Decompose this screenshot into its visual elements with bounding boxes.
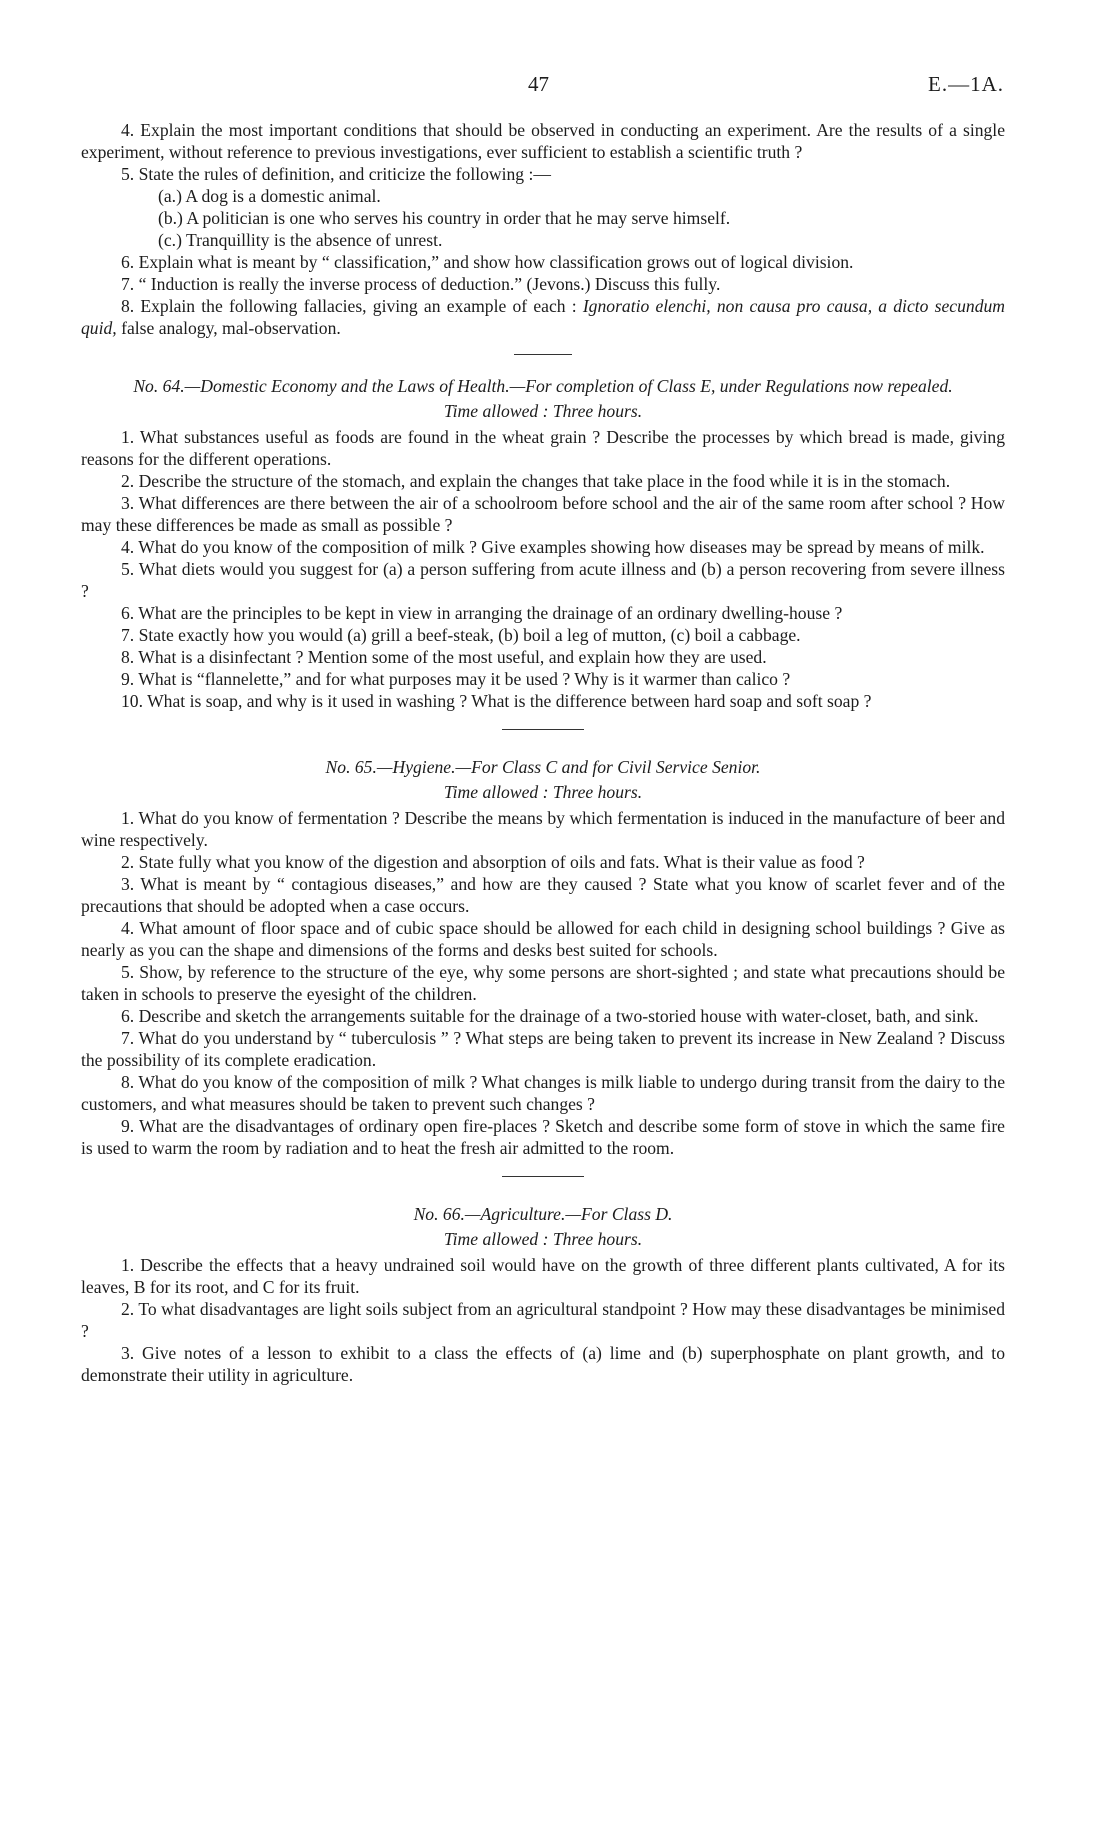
fallacies-lead: 8. Explain the following fallacies, giving an example of each : — [121, 296, 577, 316]
question: 5. Show, by reference to the structure of the eye, why some persons are short-sighted ; and state what precautions should be taken in schools to preserve the eyesight of the children. — [81, 962, 1005, 1004]
page-header — [0, 72, 1114, 102]
question: 5. State the rules of definition, and criticize the following :— — [121, 164, 551, 184]
time-allowed: Time allowed : Three hours. — [443, 782, 643, 802]
question: 6. Describe and sketch the arrangements suitable for the drainage of a two-storied house with water-closet, bath, and sink. — [121, 1006, 979, 1026]
question: 3. What is meant by “ contagious diseases,” and how are they caused ? State what you know of scarlet fever and of the precautions that should be adopted when a case occurs. — [81, 874, 1005, 916]
question: 4. Explain the most important conditions that should be observed in conducting an experiment. Are the results of a single experiment, without reference to previous investigations, ever sufficient to establish a scientific truth ? — [81, 120, 1005, 162]
section-title: No. 66.—Agriculture.—For Class D. — [413, 1204, 673, 1224]
section-divider — [502, 729, 584, 730]
question: 2. State fully what you know of the digestion and absorption of oils and fats. What is their value as food ? — [121, 852, 865, 872]
question: 7. “ Induction is really the inverse process of deduction.” (Jevons.) Discuss this fully. — [121, 274, 721, 294]
question: 4. What amount of floor space and of cubic space should be allowed for each child in designing school buildings ? Give as nearly as you can the shape and dimensions of the forms and desks best suited for schools. — [81, 918, 1005, 960]
fallacies-rest: false analogy, mal-observation. — [121, 318, 341, 338]
time-allowed: Time allowed : Three hours. — [443, 1229, 643, 1249]
question: 6. What are the principles to be kept in view in arranging the drainage of an ordinary dwelling-house ? — [121, 603, 843, 623]
page-number: 47 — [528, 72, 549, 96]
section-title: No. 64.—Domestic Economy and the Laws of Health.—For completion of Class E, under Regulations now repealed. — [133, 376, 953, 396]
question: 7. State exactly how you would (a) grill a beef-steak, (b) boil a leg of mutton, (c) boil a cabbage. — [121, 625, 801, 645]
section-divider — [514, 354, 572, 355]
question: 6. Explain what is meant by “ classification,” and show how classification grows out of logical division. — [121, 252, 854, 272]
section-title: No. 65.—Hygiene.—For Class C and for Civil Service Senior. — [325, 757, 761, 777]
question: 3. Give notes of a lesson to exhibit to a class the effects of (a) lime and (b) superphosphate on plant growth, and to demonstrate their utility in agriculture. — [81, 1343, 1005, 1385]
question: 2. To what disadvantages are light soils subject from an agricultural standpoint ? How may these disadvantages be minimised ? — [81, 1299, 1005, 1341]
question: 4. What do you know of the composition of milk ? Give examples showing how diseases may be spread by means of milk. — [121, 537, 985, 557]
time-allowed: Time allowed : Three hours. — [443, 401, 643, 421]
question: 3. What differences are there between the air of a schoolroom before school and the air of the same room after school ? How may these differences be made as small as possible ? — [81, 493, 1005, 535]
definition-item: (c.) Tranquillity is the absence of unrest. — [158, 230, 443, 250]
fallacies-question — [81, 295, 1005, 339]
question: 5. What diets would you suggest for (a) a person suffering from acute illness and (b) a person recovering from severe illness ? — [81, 559, 1005, 601]
definition-item: (a.) A dog is a domestic animal. — [158, 186, 381, 206]
question: 9. What are the disadvantages of ordinary open fire-places ? Sketch and describe some form of stove in which the same fire is used to warm the room by radiation and to heat the fresh air admitted to the room. — [81, 1116, 1005, 1158]
fallacies-latin: Ignoratio elenchi, non causa pro causa, a dicto secundum quid, — [81, 296, 1005, 338]
question: 1. What do you know of fermentation ? Describe the means by which fermentation is induced in the manufacture of beer and wine respectively. — [81, 808, 1005, 850]
question: 8. What is a disinfectant ? Mention some of the most useful, and explain how they are used. — [121, 647, 767, 667]
question: 2. Describe the structure of the stomach, and explain the changes that take place in the food while it is in the stomach. — [121, 471, 951, 491]
document-series: E.—1A. — [928, 72, 1004, 96]
question: 10. What is soap, and why is it used in washing ? What is the difference between hard soap and soft soap ? — [121, 691, 872, 711]
question: 1. Describe the effects that a heavy undrained soil would have on the growth of three different plants cultivated, A for its leaves, B for its root, and C for its fruit. — [81, 1255, 1005, 1297]
question: 9. What is “flannelette,” and for what purposes may it be used ? Why is it warmer than calico ? — [121, 669, 791, 689]
page-content — [81, 119, 1005, 1386]
question: 8. What do you know of the composition of milk ? What changes is milk liable to undergo during transit from the dairy to the customers, and what measures should be taken to prevent such changes ? — [81, 1072, 1005, 1114]
definition-item: (b.) A politician is one who serves his country in order that he may serve himself. — [158, 208, 731, 228]
section-divider — [502, 1176, 584, 1177]
question: 7. What do you understand by “ tuberculosis ” ? What steps are being taken to prevent its increase in New Zealand ? Discuss the possibility of its complete eradication. — [81, 1028, 1005, 1070]
question: 1. What substances useful as foods are found in the wheat grain ? Describe the processes by which bread is made, giving reasons for the different operations. — [81, 427, 1005, 469]
